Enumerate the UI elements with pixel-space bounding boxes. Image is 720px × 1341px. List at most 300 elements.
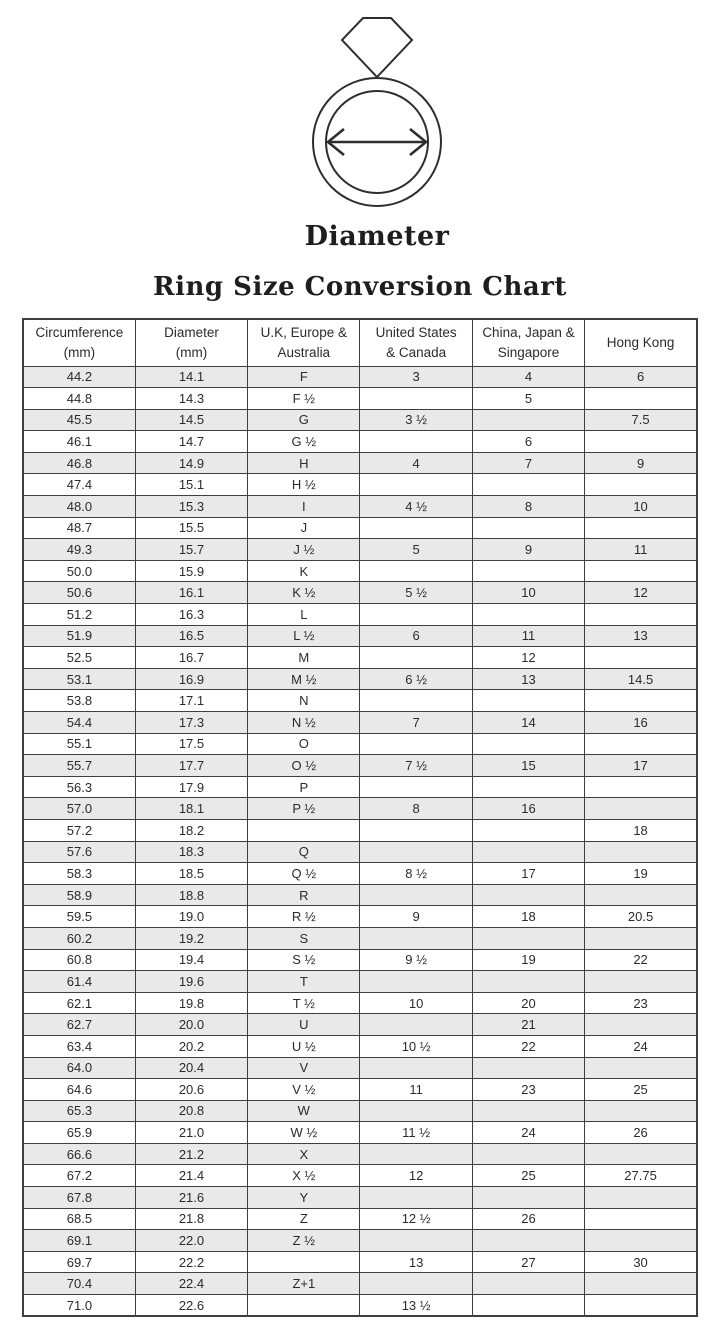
table-row [23, 1014, 697, 1036]
table-cell: T ½ [248, 992, 360, 1014]
table-cell [585, 1014, 697, 1036]
table-cell: U ½ [248, 1035, 360, 1057]
table-cell: 19.4 [135, 949, 247, 971]
table-cell [360, 1057, 472, 1079]
table-cell [360, 388, 472, 410]
table-cell: 22 [585, 949, 697, 971]
table-cell: 23 [472, 1079, 584, 1101]
table-row [23, 841, 697, 863]
table-cell [360, 474, 472, 496]
table-cell: 8 [472, 496, 584, 518]
table-row [23, 388, 697, 410]
table-row [23, 1295, 697, 1317]
table-cell: R ½ [248, 906, 360, 928]
table-cell: 21 [472, 1014, 584, 1036]
table-cell [585, 971, 697, 993]
table-row [23, 539, 697, 561]
table-cell: 53.8 [23, 690, 135, 712]
table-cell [472, 884, 584, 906]
table-cell: 7.5 [585, 409, 697, 431]
table-cell [585, 1187, 697, 1209]
table-row [23, 647, 697, 669]
table-cell: 22.6 [135, 1295, 247, 1317]
table-cell: 3 [360, 366, 472, 388]
header-line: Hong Kong [606, 334, 675, 350]
table-cell: H ½ [248, 474, 360, 496]
table-cell [248, 819, 360, 841]
table-cell [360, 647, 472, 669]
table-cell: 7 ½ [360, 755, 472, 777]
table-cell: 8 ½ [360, 863, 472, 885]
table-cell: M ½ [248, 668, 360, 690]
column-header-hong-kong [585, 319, 697, 366]
table-header [23, 319, 697, 366]
table-row [23, 1187, 697, 1209]
table-cell [472, 1100, 584, 1122]
table-cell: 6 [472, 431, 584, 453]
table-cell: W [248, 1100, 360, 1122]
table-cell: 17 [472, 863, 584, 885]
table-cell: 65.9 [23, 1122, 135, 1144]
table-cell [360, 1187, 472, 1209]
table-row [23, 927, 697, 949]
table-cell: 14.7 [135, 431, 247, 453]
table-cell [585, 776, 697, 798]
table-cell: 19.2 [135, 927, 247, 949]
table-cell: 4 [472, 366, 584, 388]
table-cell: 44.8 [23, 388, 135, 410]
table-cell [585, 1273, 697, 1295]
table-cell: 9 ½ [360, 949, 472, 971]
table-cell [472, 604, 584, 626]
table-cell: 55.7 [23, 755, 135, 777]
table-cell: 21.2 [135, 1143, 247, 1165]
table-row [23, 496, 697, 518]
table-cell: 19.6 [135, 971, 247, 993]
table-cell: 24 [472, 1122, 584, 1144]
table-cell: 22.4 [135, 1273, 247, 1295]
table-cell: 14.1 [135, 366, 247, 388]
table-cell [472, 517, 584, 539]
table-row [23, 755, 697, 777]
table-row [23, 668, 697, 690]
table-cell [472, 776, 584, 798]
header-line: & Canada [386, 344, 447, 360]
table-cell: 56.3 [23, 776, 135, 798]
table-cell: 17.3 [135, 712, 247, 734]
table-cell [585, 690, 697, 712]
table-cell: 60.2 [23, 927, 135, 949]
page-title: Ring Size Conversion Chart [153, 272, 567, 302]
table-cell [472, 1273, 584, 1295]
table-cell: 11 [472, 625, 584, 647]
table-cell: 16 [585, 712, 697, 734]
table-row [23, 1165, 697, 1187]
table-cell: 12 [360, 1165, 472, 1187]
table-row [23, 884, 697, 906]
table-cell [360, 1230, 472, 1252]
header-line: Australia [277, 344, 331, 360]
table-cell [472, 1143, 584, 1165]
table-cell [585, 1230, 697, 1252]
table-cell: 11 [360, 1079, 472, 1101]
table-cell [248, 1251, 360, 1273]
table-cell: 26 [585, 1122, 697, 1144]
table-cell: 20.5 [585, 906, 697, 928]
table-cell: 30 [585, 1251, 697, 1273]
table-cell: 67.8 [23, 1187, 135, 1209]
table-cell: 15.1 [135, 474, 247, 496]
table-cell: 6 [585, 366, 697, 388]
table-cell: O [248, 733, 360, 755]
table-cell: 18 [472, 906, 584, 928]
table-cell: Z+1 [248, 1273, 360, 1295]
table-row [23, 625, 697, 647]
table-row [23, 1079, 697, 1101]
table-cell: K ½ [248, 582, 360, 604]
table-cell: 53.1 [23, 668, 135, 690]
table-cell: 3 ½ [360, 409, 472, 431]
table-row [23, 474, 697, 496]
table-cell: 13 ½ [360, 1295, 472, 1317]
table-cell: 71.0 [23, 1295, 135, 1317]
table-cell: 27.75 [585, 1165, 697, 1187]
column-header-china-japan-singapore [472, 319, 584, 366]
table-cell: 9 [360, 906, 472, 928]
table-row [23, 452, 697, 474]
table-cell: 4 [360, 452, 472, 474]
table-cell [585, 560, 697, 582]
table-cell: 47.4 [23, 474, 135, 496]
table-cell [360, 517, 472, 539]
table-cell: 13 [360, 1251, 472, 1273]
table-cell: 14.9 [135, 452, 247, 474]
table-cell [472, 1295, 584, 1317]
table-cell: 14.5 [135, 409, 247, 431]
table-cell: 49.3 [23, 539, 135, 561]
table-cell: 58.3 [23, 863, 135, 885]
table-cell [472, 971, 584, 993]
table-body [23, 366, 697, 1316]
table-cell [360, 1014, 472, 1036]
table-row [23, 366, 697, 388]
table-cell: 11 ½ [360, 1122, 472, 1144]
table-cell: 7 [360, 712, 472, 734]
table-cell [360, 776, 472, 798]
table-row [23, 582, 697, 604]
table-row [23, 431, 697, 453]
table-cell: X ½ [248, 1165, 360, 1187]
table-cell: 67.2 [23, 1165, 135, 1187]
table-cell: 6 [360, 625, 472, 647]
table-cell: V [248, 1057, 360, 1079]
table-cell [585, 431, 697, 453]
table-cell [472, 1187, 584, 1209]
table-row [23, 560, 697, 582]
table-cell: F ½ [248, 388, 360, 410]
table-row [23, 733, 697, 755]
table-cell: 10 ½ [360, 1035, 472, 1057]
table-cell: 13 [472, 668, 584, 690]
table-row [23, 1208, 697, 1230]
table-cell: 48.0 [23, 496, 135, 518]
table-cell: U [248, 1014, 360, 1036]
table-cell: 63.4 [23, 1035, 135, 1057]
table-cell: 18.2 [135, 819, 247, 841]
table-cell [585, 474, 697, 496]
table-cell: S [248, 927, 360, 949]
table-cell [360, 841, 472, 863]
table-row [23, 971, 697, 993]
table-cell: W ½ [248, 1122, 360, 1144]
table-cell [360, 971, 472, 993]
table-cell: 15 [472, 755, 584, 777]
table-cell: 14 [472, 712, 584, 734]
table-cell: 22.2 [135, 1251, 247, 1273]
column-header-circumference [23, 319, 135, 366]
table-cell: L [248, 604, 360, 626]
table-row [23, 819, 697, 841]
table-cell [472, 690, 584, 712]
table-cell: 62.1 [23, 992, 135, 1014]
table-cell: 51.9 [23, 625, 135, 647]
table-cell: 5 [472, 388, 584, 410]
table-cell: Z [248, 1208, 360, 1230]
table-cell: Q [248, 841, 360, 863]
table-cell: R [248, 884, 360, 906]
table-cell: X [248, 1143, 360, 1165]
table-row [23, 1100, 697, 1122]
table-cell [585, 604, 697, 626]
table-cell: P ½ [248, 798, 360, 820]
table-cell: 13 [585, 625, 697, 647]
table-cell: G ½ [248, 431, 360, 453]
double-arrow-icon [328, 129, 426, 155]
table-cell: 21.8 [135, 1208, 247, 1230]
table-cell [248, 1295, 360, 1317]
table-cell: 70.4 [23, 1273, 135, 1295]
table-cell: 46.1 [23, 431, 135, 453]
table-cell: Q ½ [248, 863, 360, 885]
table-cell [585, 1143, 697, 1165]
table-cell: 57.6 [23, 841, 135, 863]
table-cell: 64.6 [23, 1079, 135, 1101]
table-cell: 18.3 [135, 841, 247, 863]
table-cell: 9 [585, 452, 697, 474]
table-cell: 4 ½ [360, 496, 472, 518]
table-cell: 6 ½ [360, 668, 472, 690]
table-cell: 48.7 [23, 517, 135, 539]
table-row [23, 1251, 697, 1273]
table-cell: H [248, 452, 360, 474]
table-cell: 20.2 [135, 1035, 247, 1057]
table-row [23, 1122, 697, 1144]
table-cell: 20 [472, 992, 584, 1014]
table-cell: N [248, 690, 360, 712]
table-cell [360, 604, 472, 626]
table-cell [360, 690, 472, 712]
table-cell [360, 431, 472, 453]
table-cell: 66.6 [23, 1143, 135, 1165]
table-header-row [23, 319, 697, 366]
table-cell: 21.4 [135, 1165, 247, 1187]
column-header-us-canada [360, 319, 472, 366]
table-row [23, 776, 697, 798]
table-row [23, 1035, 697, 1057]
table-cell: 10 [360, 992, 472, 1014]
table-cell: 12 ½ [360, 1208, 472, 1230]
table-cell [360, 1143, 472, 1165]
table-row [23, 1143, 697, 1165]
header-line: (mm) [175, 344, 208, 360]
table-cell [472, 560, 584, 582]
table-cell: 44.2 [23, 366, 135, 388]
table-cell [472, 1057, 584, 1079]
table-cell: F [248, 366, 360, 388]
table-cell: M [248, 647, 360, 669]
table-cell: 16.1 [135, 582, 247, 604]
table-cell: Z ½ [248, 1230, 360, 1252]
header-line: U.K, Europe & [260, 325, 347, 341]
table-row [23, 992, 697, 1014]
table-row [23, 517, 697, 539]
table-cell: 15.5 [135, 517, 247, 539]
table-cell: O ½ [248, 755, 360, 777]
table-cell: P [248, 776, 360, 798]
table-cell: 61.4 [23, 971, 135, 993]
table-cell: 69.1 [23, 1230, 135, 1252]
table-cell: 19.0 [135, 906, 247, 928]
table-cell: 57.2 [23, 819, 135, 841]
table-cell: 17.7 [135, 755, 247, 777]
table-row [23, 690, 697, 712]
table-cell [472, 819, 584, 841]
header-line: (mm) [63, 344, 96, 360]
table-cell: 57.0 [23, 798, 135, 820]
table-cell: 64.0 [23, 1057, 135, 1079]
table-cell [360, 884, 472, 906]
table-cell [472, 409, 584, 431]
table-row [23, 949, 697, 971]
table-cell: 17 [585, 755, 697, 777]
table-cell: 58.9 [23, 884, 135, 906]
table-cell: 18 [585, 819, 697, 841]
diamond-icon [342, 18, 412, 77]
table-cell: J ½ [248, 539, 360, 561]
table-cell: 14.3 [135, 388, 247, 410]
table-cell: 22.0 [135, 1230, 247, 1252]
table-cell: 19.8 [135, 992, 247, 1014]
table-cell: 20.6 [135, 1079, 247, 1101]
table-cell: 69.7 [23, 1251, 135, 1273]
table-cell: 12 [472, 647, 584, 669]
table-cell [472, 733, 584, 755]
table-cell: 16.9 [135, 668, 247, 690]
table-cell: 46.8 [23, 452, 135, 474]
table-cell: 10 [472, 582, 584, 604]
table-cell: 19 [585, 863, 697, 885]
table-cell: 17.1 [135, 690, 247, 712]
table-cell: 14.5 [585, 668, 697, 690]
table-cell: 15.7 [135, 539, 247, 561]
table-row [23, 863, 697, 885]
table-cell: 21.6 [135, 1187, 247, 1209]
table-cell: 25 [585, 1079, 697, 1101]
table-cell: 10 [585, 496, 697, 518]
table-cell: 59.5 [23, 906, 135, 928]
table-cell [585, 647, 697, 669]
table-cell: T [248, 971, 360, 993]
table-cell [585, 517, 697, 539]
table-cell: 26 [472, 1208, 584, 1230]
table-cell [585, 1057, 697, 1079]
header-line: China, Japan & [482, 325, 575, 341]
table-cell: 27 [472, 1251, 584, 1273]
table-cell: 68.5 [23, 1208, 135, 1230]
table-cell: 8 [360, 798, 472, 820]
table-cell [472, 841, 584, 863]
table-row [23, 712, 697, 734]
table-cell: K [248, 560, 360, 582]
table-cell: 18.5 [135, 863, 247, 885]
table-cell: 5 [360, 539, 472, 561]
table-cell: 16.3 [135, 604, 247, 626]
table-cell: 21.0 [135, 1122, 247, 1144]
table-cell: L ½ [248, 625, 360, 647]
table-row [23, 1057, 697, 1079]
table-cell: 25 [472, 1165, 584, 1187]
table-cell: 17.5 [135, 733, 247, 755]
table-cell: 12 [585, 582, 697, 604]
table-cell: 15.9 [135, 560, 247, 582]
table-cell: 22 [472, 1035, 584, 1057]
table-cell: 23 [585, 992, 697, 1014]
table-cell [472, 474, 584, 496]
table-cell: 18.8 [135, 884, 247, 906]
table-cell: G [248, 409, 360, 431]
table-cell: S ½ [248, 949, 360, 971]
table-cell [360, 733, 472, 755]
table-cell [360, 1100, 472, 1122]
table-row [23, 1230, 697, 1252]
header-line: Circumference [35, 325, 124, 341]
table-cell [585, 884, 697, 906]
table-cell: 9 [472, 539, 584, 561]
table-cell: 15.3 [135, 496, 247, 518]
table-cell: J [248, 517, 360, 539]
table-row [23, 604, 697, 626]
column-header-uk-europe-australia [248, 319, 360, 366]
table-cell: 51.2 [23, 604, 135, 626]
table-row [23, 798, 697, 820]
table-cell: 20.0 [135, 1014, 247, 1036]
table-cell: 52.5 [23, 647, 135, 669]
table-cell [585, 388, 697, 410]
ring-with-diamond-icon [277, 12, 477, 209]
table-cell [472, 1230, 584, 1252]
table-cell [585, 927, 697, 949]
table-cell [585, 798, 697, 820]
table-cell: 5 ½ [360, 582, 472, 604]
table-cell: 24 [585, 1035, 697, 1057]
table-cell: 16.5 [135, 625, 247, 647]
table-cell: 50.0 [23, 560, 135, 582]
column-header-diameter [135, 319, 247, 366]
table-cell [360, 927, 472, 949]
table-cell: 55.1 [23, 733, 135, 755]
table-cell: 65.3 [23, 1100, 135, 1122]
table-cell: 18.1 [135, 798, 247, 820]
